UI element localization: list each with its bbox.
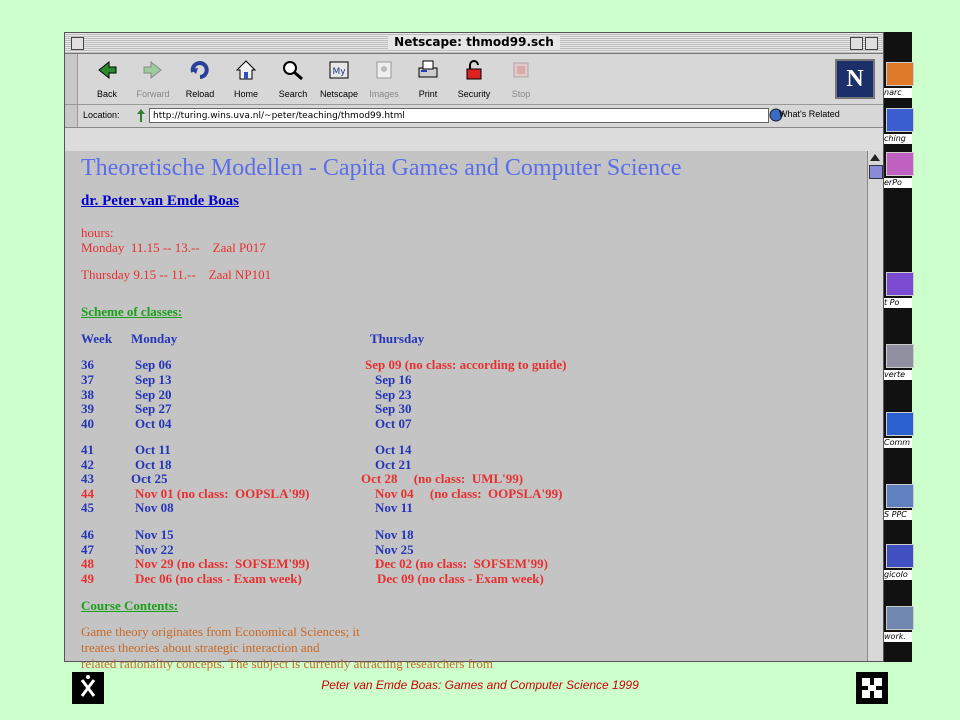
- schedule-week: 37: [81, 372, 94, 387]
- desktop-file-icon[interactable]: [886, 412, 914, 436]
- location-grip[interactable]: [65, 105, 78, 127]
- zoom-box-icon[interactable]: [850, 37, 863, 50]
- toolbar-button-label: Back: [96, 89, 117, 99]
- page-content: [65, 151, 869, 671]
- schedule-thursday: Dec 09 (no class - Exam week): [377, 571, 544, 586]
- svg-text:My: My: [332, 67, 346, 77]
- location-label: Location:: [83, 110, 120, 120]
- desktop-file-icon[interactable]: [886, 108, 914, 132]
- schedule-monday: Sep 27: [135, 401, 172, 416]
- schedule-monday: Oct 04: [135, 416, 172, 431]
- schedule-week: 41: [81, 442, 94, 457]
- stop-icon: [509, 58, 533, 82]
- toolbar-forward-button[interactable]: [131, 58, 175, 102]
- schedule-thursday: Nov 25: [375, 542, 414, 557]
- contents-line: treates theories about strategic interaction and: [81, 640, 320, 655]
- hours-label: hours:: [81, 225, 114, 240]
- desktop-file-icon[interactable]: [886, 606, 914, 630]
- schedule-thursday: Sep 23: [375, 387, 412, 402]
- location-bar: [65, 105, 883, 128]
- toolbar-grip[interactable]: [65, 54, 78, 104]
- toolbar-button-label: Forward: [136, 89, 170, 99]
- col-monday-header: Monday: [131, 331, 178, 346]
- schedule-thursday: Dec 02 (no class: SOFSEM'99): [375, 556, 548, 571]
- schedule-week: 47: [81, 542, 94, 557]
- schedule-thursday: Nov 04 (no class: OOPSLA'99): [375, 486, 563, 501]
- toolbar-security-button[interactable]: [452, 58, 496, 102]
- author-link[interactable]: dr. Peter van Emde Boas: [81, 193, 239, 209]
- toolbar-back-button[interactable]: [85, 58, 129, 102]
- schedule-thursday: Sep 09 (no class: according to guide): [365, 357, 567, 372]
- desktop-file-icon[interactable]: [886, 62, 914, 86]
- col-thursday-header: Thursday: [370, 331, 425, 346]
- toolbar-images-button[interactable]: [362, 58, 406, 102]
- schedule-week: 36: [81, 357, 94, 372]
- screenshot-frame: [64, 32, 912, 671]
- scroll-up-arrow-icon[interactable]: [870, 154, 880, 161]
- desktop-icon-label[interactable]: work.: [884, 632, 912, 642]
- toolbar-button-label: Stop: [511, 89, 531, 99]
- collapse-box-icon[interactable]: [865, 37, 878, 50]
- schedule-thursday: Nov 11: [375, 500, 413, 515]
- images-icon: [372, 58, 396, 82]
- forward-arrow-icon: [141, 58, 165, 82]
- desktop-icon-label[interactable]: verte: [884, 370, 912, 380]
- back-arrow-icon: [95, 58, 119, 82]
- netscape-logo-icon[interactable]: N: [835, 59, 875, 99]
- desktop-icons-strip: [884, 32, 912, 662]
- slide-caption: Peter van Emde Boas: Games and Computer Science 1999: [321, 678, 639, 692]
- desktop-icon-label[interactable]: gicolo: [884, 570, 912, 580]
- schedule-monday: Nov 29 (no class: SOFSEM'99): [135, 556, 310, 571]
- netscape-icon: [327, 58, 351, 82]
- reload-icon: [188, 58, 212, 82]
- schedule-thursday: Oct 07: [375, 416, 412, 431]
- desktop-icon-label[interactable]: ching: [884, 134, 912, 144]
- toolbar-button-label: Netscape: [319, 89, 359, 99]
- schedule-week: 44: [81, 486, 94, 501]
- navigation-toolbar: [65, 54, 883, 105]
- desktop-icon-label[interactable]: Comm: [884, 438, 911, 447]
- toolbar-button-label: Images: [369, 89, 399, 99]
- scroll-thumb[interactable]: [869, 165, 883, 179]
- desktop-file-icon[interactable]: [886, 152, 914, 176]
- toolbar-button-label: Search: [278, 89, 308, 99]
- schedule-week: 39: [81, 401, 94, 416]
- desktop-file-icon[interactable]: [886, 272, 914, 296]
- col-week-header: Week: [81, 331, 113, 346]
- toolbar-home-button[interactable]: [224, 58, 268, 102]
- schedule-monday: Oct 18: [135, 457, 172, 472]
- toolbar-search-button[interactable]: [271, 58, 315, 102]
- scheme-heading[interactable]: Scheme of classes:: [81, 304, 183, 319]
- schedule-week: 43: [81, 471, 94, 486]
- schedule-monday: Oct 11: [135, 442, 171, 457]
- security-lock-icon: [462, 58, 486, 82]
- schedule-week: 49: [81, 571, 94, 586]
- schedule-thursday: Sep 16: [375, 372, 412, 387]
- schedule-week: 40: [81, 416, 94, 431]
- schedule-monday: Nov 08: [135, 500, 174, 515]
- browser-window: [64, 32, 884, 671]
- toolbar-reload-button[interactable]: [178, 58, 222, 102]
- schedule-week: 42: [81, 457, 94, 472]
- contents-heading[interactable]: Course Contents:: [81, 598, 179, 613]
- contents-line: Game theory originates from Economical Sciences; it: [81, 624, 360, 639]
- print-icon: [416, 58, 440, 82]
- desktop-icon-label[interactable]: t Po: [884, 298, 912, 308]
- schedule-monday: Oct 25: [131, 471, 168, 486]
- schedule-monday: Sep 06: [135, 357, 172, 372]
- monday-hours: Monday 11.15 -- 13.-- Zaal P017: [81, 240, 266, 255]
- title-bar[interactable]: [65, 33, 883, 54]
- desktop-icon-label[interactable]: erPo: [884, 178, 912, 188]
- contents-line: related rationality concepts. The subject is currently attracting researchers from: [81, 656, 493, 671]
- schedule-thursday: Oct 21: [375, 457, 412, 472]
- schedule-monday: Nov 22: [135, 542, 174, 557]
- schedule-thursday: Sep 30: [375, 401, 412, 416]
- schedule-week: 48: [81, 556, 94, 571]
- whats-related-button[interactable]: What's Related: [779, 109, 840, 119]
- toolbar-button-label: Reload: [185, 89, 215, 99]
- desktop-file-icon[interactable]: [886, 484, 914, 508]
- desktop-icon-label[interactable]: narc: [884, 88, 912, 98]
- schedule-monday: Sep 13: [135, 372, 172, 387]
- schedule-thursday: Oct 28 (no class: UML'99): [361, 471, 524, 486]
- schedule-week: 45: [81, 500, 94, 515]
- page-title: Theoretische Modellen - Capita Games and Computer Science: [81, 155, 682, 181]
- thursday-hours: Thursday 9.15 -- 11.-- Zaal NP101: [81, 267, 272, 282]
- vertical-scrollbar[interactable]: [867, 151, 883, 661]
- schedule-week: 38: [81, 387, 94, 402]
- url-input[interactable]: http://turing.wins.uva.nl/~peter/teaching/thmod99.html: [149, 108, 769, 123]
- toolbar-print-button[interactable]: [406, 58, 450, 102]
- window-title: Netscape: thmod99.sch: [65, 35, 883, 49]
- bookmark-icon[interactable]: [135, 108, 147, 123]
- schedule-thursday: Oct 14: [375, 442, 412, 457]
- search-icon: [281, 58, 305, 82]
- desktop-icon-label[interactable]: S PPC: [884, 510, 912, 520]
- toolbar-stop-button[interactable]: [499, 58, 543, 102]
- toolbar-button-label: Security: [457, 89, 491, 99]
- toolbar-button-label: Home: [233, 89, 258, 99]
- schedule-monday: Dec 06 (no class - Exam week): [135, 571, 302, 586]
- toolbar-button-label: Print: [418, 89, 438, 99]
- schedule-thursday: Nov 18: [375, 527, 414, 542]
- desktop-file-icon[interactable]: [886, 544, 914, 568]
- schedule-monday: Nov 01 (no class: OOPSLA'99): [135, 486, 310, 501]
- schedule-monday: Nov 15: [135, 527, 174, 542]
- desktop-file-icon[interactable]: [886, 344, 914, 368]
- toolbar-netscape-button[interactable]: [317, 58, 361, 102]
- schedule-week: 46: [81, 527, 94, 542]
- schedule-monday: Sep 20: [135, 387, 172, 402]
- home-icon: [234, 58, 258, 82]
